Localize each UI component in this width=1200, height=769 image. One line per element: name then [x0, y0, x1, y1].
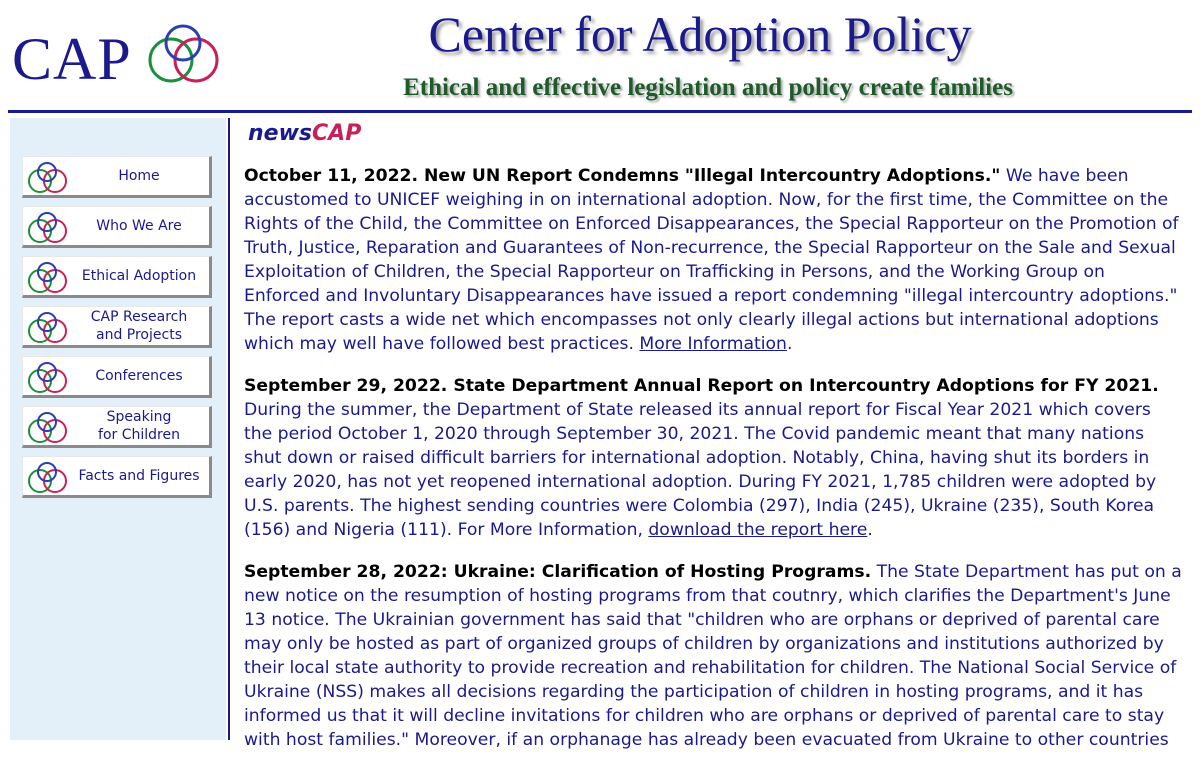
site-header	[0, 0, 1200, 110]
nav-cap-research-button[interactable]	[22, 306, 212, 348]
news-item	[244, 560, 1184, 752]
site-title: Center for Adoption Policy	[428, 6, 972, 62]
newscap-logo-suffix: CAP	[312, 121, 362, 146]
news-item	[244, 164, 1184, 356]
nav-conferences-button[interactable]	[22, 356, 212, 398]
news-headline: September 29, 2022. State Department Annual Report on Intercountry Adoptions for FY 2021.	[244, 376, 1159, 396]
site-tagline: Ethical and effective legislation and policy create families	[403, 74, 1013, 101]
three-rings-icon	[25, 461, 73, 495]
nav-ethical-adoption-button[interactable]	[22, 256, 212, 298]
three-rings-icon	[25, 361, 73, 395]
nav-label: Facts and Figures	[78, 468, 200, 484]
nav-label: CAP Research and Projects	[90, 309, 188, 343]
download-report-link[interactable]: download the report here	[648, 520, 868, 540]
nav-label: Who We Are	[96, 218, 182, 234]
news-body: During the summer, the Department of State released its annual report for Fiscal Year 2021 which covers the period October 1, 2020 through September 30, 2021. The Covid pandemic meant that many nations shut down or raised difficult barriers for international adoption. Notably, China, having shut its borders in early 2020, has not yet reopened international adoption. During FY 2021, 1,785 children were adopted by U.S. parents. The highest sending countries were Colombia (297), India (245), Ukraine (235), South Korea (156) and Nigeria (111). For More Information,	[244, 400, 1157, 540]
three-rings-icon	[25, 311, 73, 345]
nav-label: Conferences	[95, 368, 183, 384]
news-body: We have been accustomed to UNICEF weighing in on international adoption. Now, for the first time, the Committee on the Rights of the Child, the Committee on Enforced Disappearances, the Special Rapporteur on the Promotion of Truth, Justice, Reparation and Guarantees of Non-recurrence, the Special Rapporteur on the Sale and Sexual Exploitation of Children, the Special Rapporteur on Trafficking in Persons, and the Working Group on Enforced and Involuntary Disappearances have issued a report condemning "illegal intercountry adoptions." The report casts a wide net which encompasses not only clearly illegal actions but international adoptions which may well have followed best practices.	[244, 166, 1179, 354]
nav-speaking-for-children-button[interactable]	[22, 406, 212, 448]
news-headline: October 11, 2022. New UN Report Condemns "Illegal Intercountry Adoptions."	[244, 166, 1001, 186]
three-rings-icon	[25, 261, 73, 295]
nav-who-we-are-button[interactable]	[22, 206, 212, 248]
nav-label: Home	[118, 168, 160, 184]
three-rings-icon	[25, 411, 73, 445]
three-rings-icon	[25, 161, 73, 195]
sidebar-divider	[228, 118, 230, 740]
three-rings-icon	[140, 24, 232, 86]
newscap-logo-prefix: news	[248, 121, 313, 146]
header-divider	[8, 110, 1192, 113]
nav-facts-and-figures-button[interactable]	[22, 456, 212, 498]
more-information-link[interactable]: More Information	[639, 334, 787, 354]
news-headline: September 28, 2022: Ukraine: Clarification of Hosting Programs.	[244, 562, 872, 582]
nav-home-button[interactable]	[22, 156, 212, 198]
three-rings-icon	[25, 211, 73, 245]
newscap-logo	[248, 120, 1184, 148]
logo-text: CAP	[12, 26, 132, 92]
sidebar-nav	[22, 156, 214, 506]
news-section	[244, 120, 1184, 769]
news-body-end: .	[867, 520, 873, 540]
news-body: The State Department has put on a new notice on the resumption of hosting programs from that coutnry, which clarifies the Department's June 13 notice. The Ukrainian government has said that "children who are orphans or deprived of parental care may only be hosted as part of organized groups of children by organizations and institutions authorized by their local state authority to provide recreation and rehabilitation for children. The National Social Service of Ukraine (NSS) makes all decisions regarding the participation of children in hosting programs, and it has informed us that it will decline invitations for children who are orphans or deprived of parental care to stay with host families." Moreover, if an orphanage has already been evacuated from Ukraine to other countries	[244, 562, 1182, 750]
nav-label: Ethical Adoption	[81, 268, 197, 284]
news-item	[244, 374, 1184, 542]
nav-label: Speaking for Children	[98, 409, 180, 443]
news-body-end: .	[786, 334, 793, 354]
